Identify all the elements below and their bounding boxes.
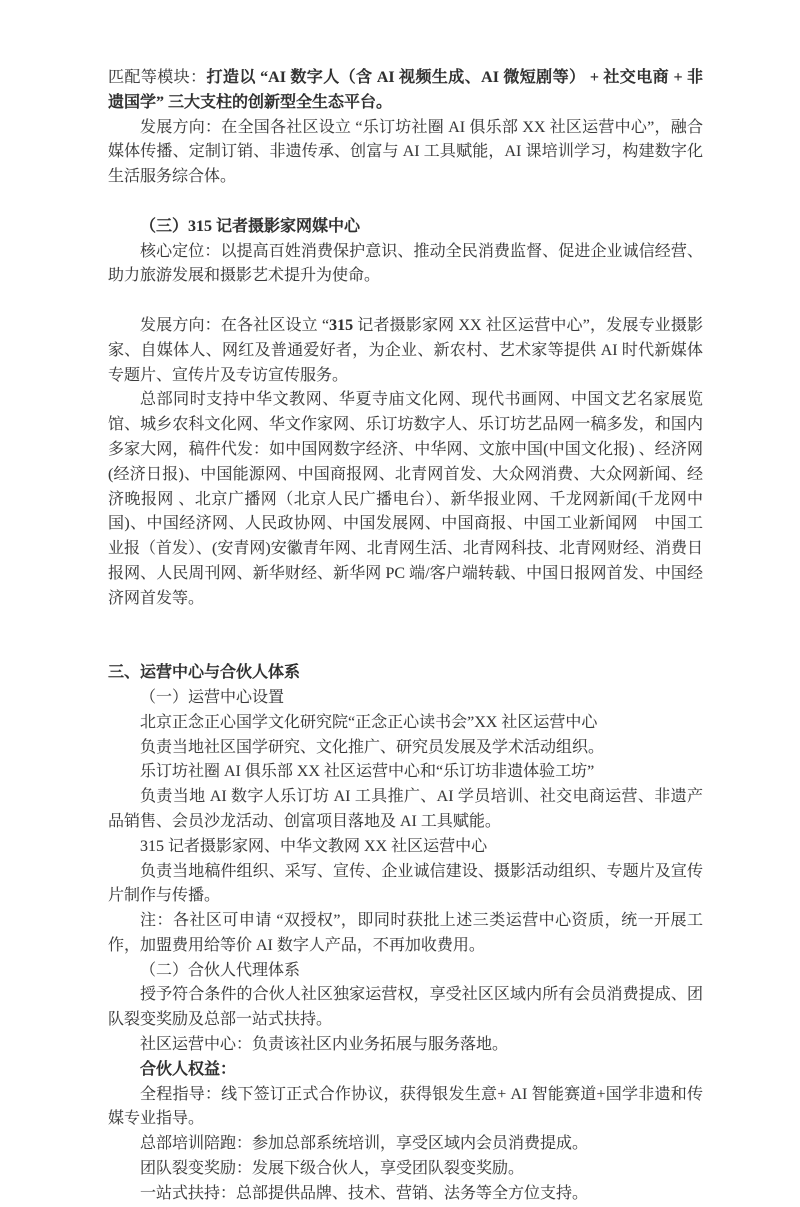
paragraph bbox=[108, 686, 703, 711]
paragraph bbox=[108, 711, 703, 736]
text-run: 授予符合条件的合伙人社区独家运营权，享受社区区域内所有会员消费提成、团队裂变奖励及总部一站式扶持。 bbox=[108, 986, 703, 1029]
bold-text-run: 打造以 “AI 数字人（含 AI 视频生成、AI 微短剧等） + 社交电商 + 非遗国学” 三大支柱的创新型全生态平台。 bbox=[108, 69, 703, 111]
text-run: （二）合伙人代理体系 bbox=[140, 961, 301, 979]
paragraph bbox=[108, 66, 703, 116]
paragraph bbox=[108, 835, 703, 860]
bold-text-run: 合伙人权益： bbox=[140, 1060, 237, 1078]
paragraph bbox=[108, 736, 703, 761]
section-heading bbox=[108, 661, 703, 686]
text-run: 核心定位：以提高百姓消费保护意识、推动全民消费监督、促进企业诚信经营、助力旅游发展和摄影艺术提升为使命。 bbox=[108, 242, 703, 285]
paragraph bbox=[108, 959, 703, 984]
paragraph bbox=[108, 1157, 703, 1182]
text-run: 315 记者摄影家网、中华文教网 XX 社区运营中心 bbox=[140, 837, 488, 855]
paragraph bbox=[108, 240, 703, 290]
text-run: 总部同时支持中华文教网、华夏寺庙文化网、现代书画网、中国文艺名家展览馆、城乡农科文化网、华文作家网、乐订坊数字人、乐订坊艺品网一稿多发，和国内多家大网，稿件代发：如中国网数字经济、中华网、文旅中国(中国文化报) 、经济网(经济日报)、中国能源网、中国商报网、北青网首发、大众网消费、大众网新闻、经济晚报网 、北京广播网（北京人民广播电台）、新华报业网、千龙网新闻(千龙网中国)、中国经济网、人民政协网、中国发展网、中国商报、中国工业新闻网 中国工业报（首发）、(安青网)安徽青年网、北青网生活、北青网科技、北青网财经、消费日报网、人民周刊网、新华财经、新华网 PC 端/客户端转载、中国日报网首发、中国经济网首发等。 bbox=[108, 391, 703, 607]
paragraph bbox=[108, 1083, 703, 1133]
paragraph bbox=[108, 760, 703, 785]
document-body bbox=[108, 66, 703, 1207]
text-run: 发展方向：在各社区设立 “ bbox=[140, 316, 330, 334]
text-run: 社区运营中心：负责该社区内业务拓展与服务落地。 bbox=[140, 1036, 509, 1054]
text-run: 乐订坊社圈 AI 俱乐部 XX 社区运营中心和“乐订坊非遗体验工坊” bbox=[140, 763, 595, 781]
paragraph bbox=[108, 909, 703, 959]
paragraph bbox=[108, 1182, 703, 1207]
blank-line bbox=[108, 289, 703, 314]
blank-line bbox=[108, 190, 703, 215]
text-run: 负责当地 AI 数字人乐订坊 AI 工具推广、AI 学员培训、社交电商运营、非遗产品销售、会员沙龙活动、创富项目落地及 AI 工具赋能。 bbox=[108, 788, 703, 830]
bold-text-run: 315 bbox=[329, 316, 354, 334]
paragraph bbox=[108, 388, 703, 611]
text-run: 记者摄影家网 XX 社区运营中心”，发展专业摄影家、自媒体人、网红及普通爱好者，为企业、新农村、艺术家等提供 AI 时代新媒体专题片、宣传片及专访宣传服务。 bbox=[108, 316, 703, 384]
text-run: 注：各社区可申请 “双授权”，即同时获批上述三类运营中心资质，统一开展工作，加盟费用给等价 AI 数字人产品，不再加收费用。 bbox=[108, 912, 703, 954]
text-run: 发展方向：在全国各社区设立 “乐订坊社圈 AI 俱乐部 XX 社区运营中心”，融合媒体传播、定制订销、非遗传承、创富与 AI 工具赋能，AI 课培训学习，构建数字化生活服务综合体。 bbox=[108, 118, 703, 186]
paragraph bbox=[108, 860, 703, 910]
section-heading bbox=[108, 215, 703, 240]
paragraph bbox=[108, 314, 703, 388]
paragraph bbox=[108, 1058, 703, 1083]
text-run: 匹配等模块： bbox=[108, 69, 207, 86]
text-run: 负责当地社区国学研究、文化推广、研究员发展及学术活动组织。 bbox=[140, 738, 605, 756]
text-run: 负责当地稿件组织、采写、宣传、企业诚信建设、摄影活动组织、专题片及宣传片制作与传播。 bbox=[108, 862, 703, 905]
text-run: 全程指导：线下签订正式合作协议，获得银发生意+ AI 智能赛道+国学非遗和传媒专业指导。 bbox=[108, 1085, 703, 1128]
paragraph bbox=[108, 116, 703, 190]
paragraph bbox=[108, 983, 703, 1033]
blank-line bbox=[108, 612, 703, 637]
paragraph bbox=[108, 1132, 703, 1157]
blank-line bbox=[108, 636, 703, 661]
paragraph bbox=[108, 785, 703, 835]
paragraph bbox=[108, 1033, 703, 1058]
text-run: 团队裂变奖励：发展下级合伙人，享受团队裂变奖励。 bbox=[140, 1160, 525, 1178]
text-run: 总部培训陪跑：参加总部系统培训，享受区域内会员消费提成。 bbox=[140, 1135, 589, 1153]
bold-text-run: 三、运营中心与合伙人体系 bbox=[108, 664, 301, 682]
text-run: 北京正念正心国学文化研究院“正念正心读书会”XX 社区运营中心 bbox=[140, 713, 598, 731]
bold-text-run: （三）315 记者摄影家网媒中心 bbox=[140, 217, 361, 235]
text-run: 一站式扶持：总部提供品牌、技术、营销、法务等全方位支持。 bbox=[140, 1184, 589, 1202]
text-run: （一）运营中心设置 bbox=[140, 688, 285, 706]
